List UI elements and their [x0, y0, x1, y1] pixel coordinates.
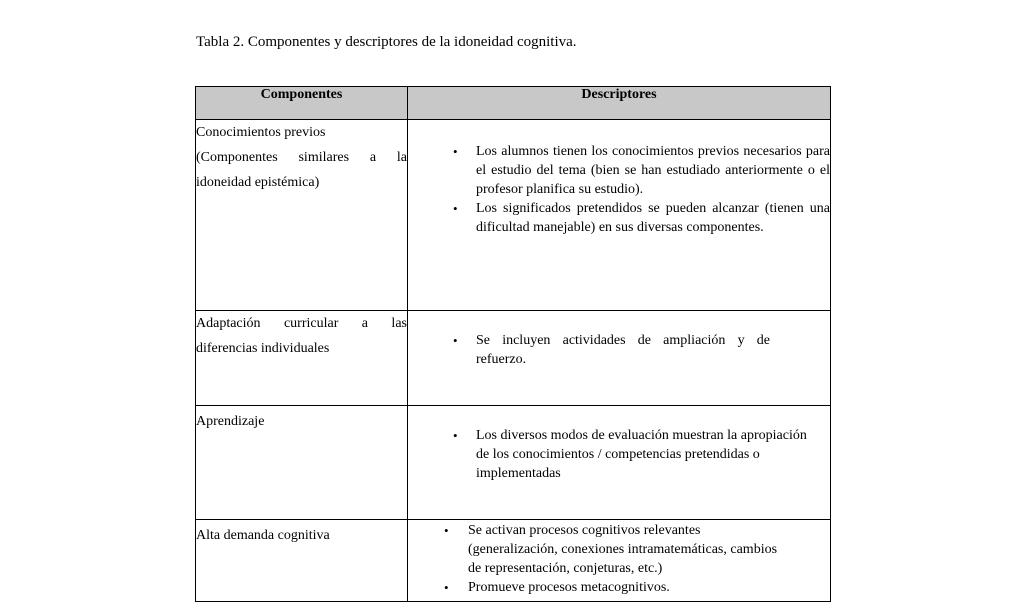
table-row	[196, 406, 831, 520]
bullet-icon: •	[444, 523, 449, 538]
descriptors-table	[195, 86, 831, 602]
component-line: idoneidad epistémica)	[196, 175, 320, 190]
descriptor-item	[408, 331, 830, 369]
descriptor-cell	[408, 406, 831, 520]
descriptor-item	[408, 521, 830, 578]
table-row	[196, 520, 831, 602]
table-row	[196, 120, 831, 311]
descriptor-list	[408, 426, 830, 483]
descriptor-text: Los alumnos tienen los conocimientos previos necesarios para el estudio del tema (bien se han estudiado anteriormente o el profesor planifica su estudio).	[476, 144, 830, 197]
bullet-icon: •	[444, 580, 449, 595]
component-cell	[196, 120, 408, 311]
table-row	[196, 311, 831, 406]
bullet-icon: •	[453, 428, 458, 443]
descriptor-text: Promueve procesos metacognitivos.	[468, 580, 670, 595]
bullet-icon: •	[453, 201, 458, 216]
descriptor-list	[408, 331, 830, 369]
descriptor-text: Los diversos modos de evaluación muestran la apropiación de los conocimientos / competencias pretendidas o implementadas	[476, 428, 807, 481]
component-cell	[196, 520, 408, 602]
descriptor-cell	[408, 311, 831, 406]
descriptor-item	[408, 578, 830, 597]
descriptor-text: Se activan procesos cognitivos relevantes (generalización, conexiones intramatemáticas, cambios de representación, conjeturas, etc.)	[468, 523, 778, 576]
descriptor-item	[408, 199, 830, 237]
header-descriptores: Descriptores	[408, 87, 831, 120]
component-line: Conocimientos previos	[196, 125, 326, 140]
descriptor-cell	[408, 520, 831, 602]
descriptor-item	[408, 426, 830, 483]
component-line: Aprendizaje	[196, 414, 265, 429]
component-line: (Componentes similares a la	[196, 150, 407, 165]
descriptor-text: Se incluyen actividades de ampliación y de refuerzo.	[476, 333, 770, 367]
descriptor-list	[408, 521, 830, 597]
component-line: Adaptación curricular a las	[196, 316, 407, 331]
descriptor-text: Los significados pretendidos se pueden alcanzar (tienen una dificultad manejable) en sus diversas componentes.	[476, 201, 830, 235]
descriptor-cell	[408, 120, 831, 311]
component-line: diferencias individuales	[196, 341, 330, 356]
header-componentes: Componentes	[196, 87, 408, 120]
descriptor-list	[408, 142, 830, 237]
component-cell	[196, 311, 408, 406]
table-caption: Tabla 2. Componentes y descriptores de la idoneidad cognitiva.	[196, 34, 577, 50]
component-line: Alta demanda cognitiva	[196, 528, 330, 543]
component-cell	[196, 406, 408, 520]
table-header-row	[196, 87, 831, 120]
descriptor-item	[408, 142, 830, 199]
bullet-icon: •	[453, 333, 458, 348]
bullet-icon: •	[453, 144, 458, 159]
